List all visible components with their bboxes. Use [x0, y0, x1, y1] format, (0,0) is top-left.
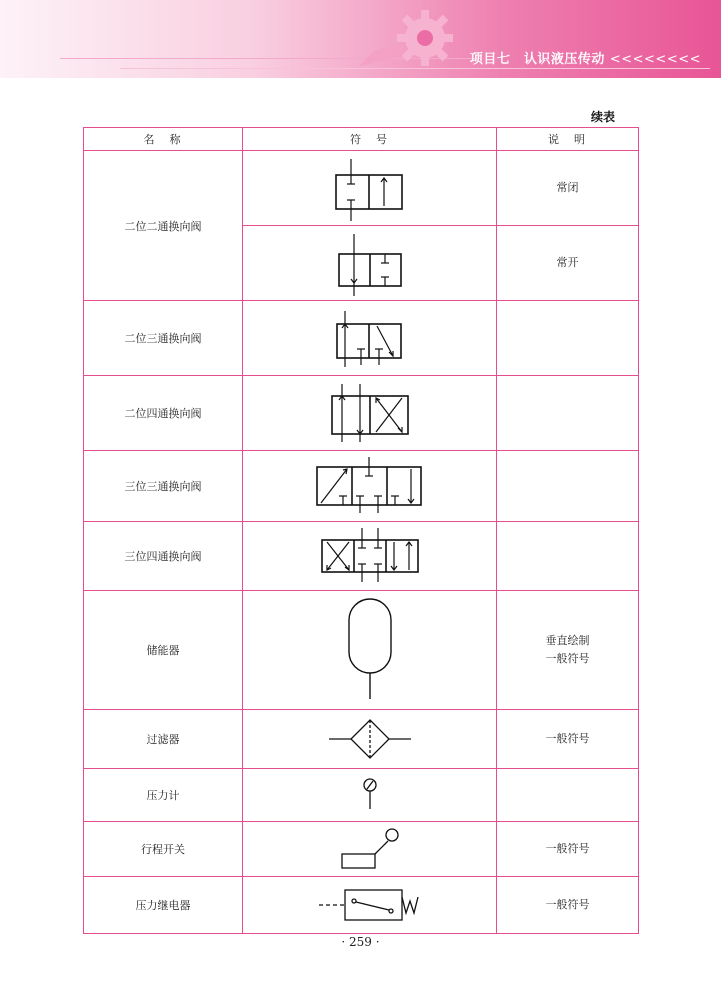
description-cell: [497, 151, 639, 226]
pressure-gauge-icon: [243, 769, 497, 821]
column-header-description: 说 明: [497, 128, 639, 151]
description-cell: [497, 451, 639, 522]
component-name: 三位三通换向阀: [84, 451, 243, 522]
page-header: [0, 0, 721, 78]
description-cell: [497, 822, 639, 877]
symbol-cell: [243, 376, 497, 451]
description-text: 常开: [556, 256, 579, 269]
description-cell: [497, 710, 639, 769]
chevron-decoration: <<<<<<<<: [609, 52, 701, 67]
chapter-title: [470, 48, 701, 67]
table-row: [84, 522, 639, 591]
three-position-four-way-valve-icon: [243, 522, 497, 590]
table-row: [84, 301, 639, 376]
description-cell: [497, 591, 639, 710]
continued-label: 续表: [591, 110, 616, 124]
table-row: [84, 877, 639, 934]
component-name: 二位四通换向阀: [84, 376, 243, 451]
table-row: [84, 769, 639, 822]
component-name: 三位四通换向阀: [84, 522, 243, 591]
hydraulic-symbol-table: [83, 127, 639, 934]
column-header-name: 名 称: [84, 128, 243, 151]
column-header-symbol: 符 号: [243, 128, 497, 151]
table-row: [84, 822, 639, 877]
three-position-three-way-valve-icon: [243, 451, 497, 521]
component-name: 行程开关: [84, 822, 243, 877]
description-text: 一般符号: [545, 732, 590, 745]
two-position-four-way-valve-icon: [243, 376, 497, 450]
chapter-title-text: 项目七 认识液压传动: [469, 52, 605, 67]
component-name: 二位三通换向阀: [84, 301, 243, 376]
component-name: 储能器: [84, 591, 243, 710]
description-text: 垂直绘制: [545, 634, 590, 647]
description-cell: [497, 877, 639, 934]
pressure-relay-icon: [243, 877, 497, 933]
symbol-cell: [243, 769, 497, 822]
description-cell: [497, 376, 639, 451]
table-header-row: [84, 128, 639, 151]
symbol-cell: [243, 301, 497, 376]
symbol-cell: [243, 451, 497, 522]
two-position-two-way-valve-icon: [243, 151, 497, 225]
component-name: 压力继电器: [84, 877, 243, 934]
description-cell: [497, 226, 639, 301]
component-name: 压力计: [84, 769, 243, 822]
description-text: 一般符号: [545, 842, 590, 855]
description-text: 一般符号: [545, 898, 590, 911]
gear-icon: [350, 8, 460, 74]
symbol-cell: [243, 591, 497, 710]
description-text: 常闭: [556, 181, 579, 194]
symbol-cell: [243, 877, 497, 934]
description-cell: [497, 769, 639, 822]
two-position-two-way-valve-open-icon: [243, 226, 497, 300]
symbol-cell: [243, 710, 497, 769]
symbol-cell: [243, 226, 497, 301]
table-row: [84, 151, 639, 226]
table-row: [84, 710, 639, 769]
table-row: [84, 451, 639, 522]
symbol-cell: [243, 522, 497, 591]
filter-icon: [243, 710, 497, 768]
symbol-cell: [243, 822, 497, 877]
component-name: 过滤器: [84, 710, 243, 769]
page-number: · 259 ·: [341, 935, 380, 949]
two-position-three-way-valve-icon: [243, 301, 497, 375]
component-name: 二位二通换向阀: [84, 151, 243, 301]
table-row: [84, 376, 639, 451]
accumulator-icon: [243, 591, 497, 709]
description-cell: [497, 522, 639, 591]
travel-switch-icon: [243, 822, 497, 876]
table-row: [84, 591, 639, 710]
description-cell: [497, 301, 639, 376]
symbol-cell: [243, 151, 497, 226]
description-text: 一般符号: [545, 652, 590, 665]
